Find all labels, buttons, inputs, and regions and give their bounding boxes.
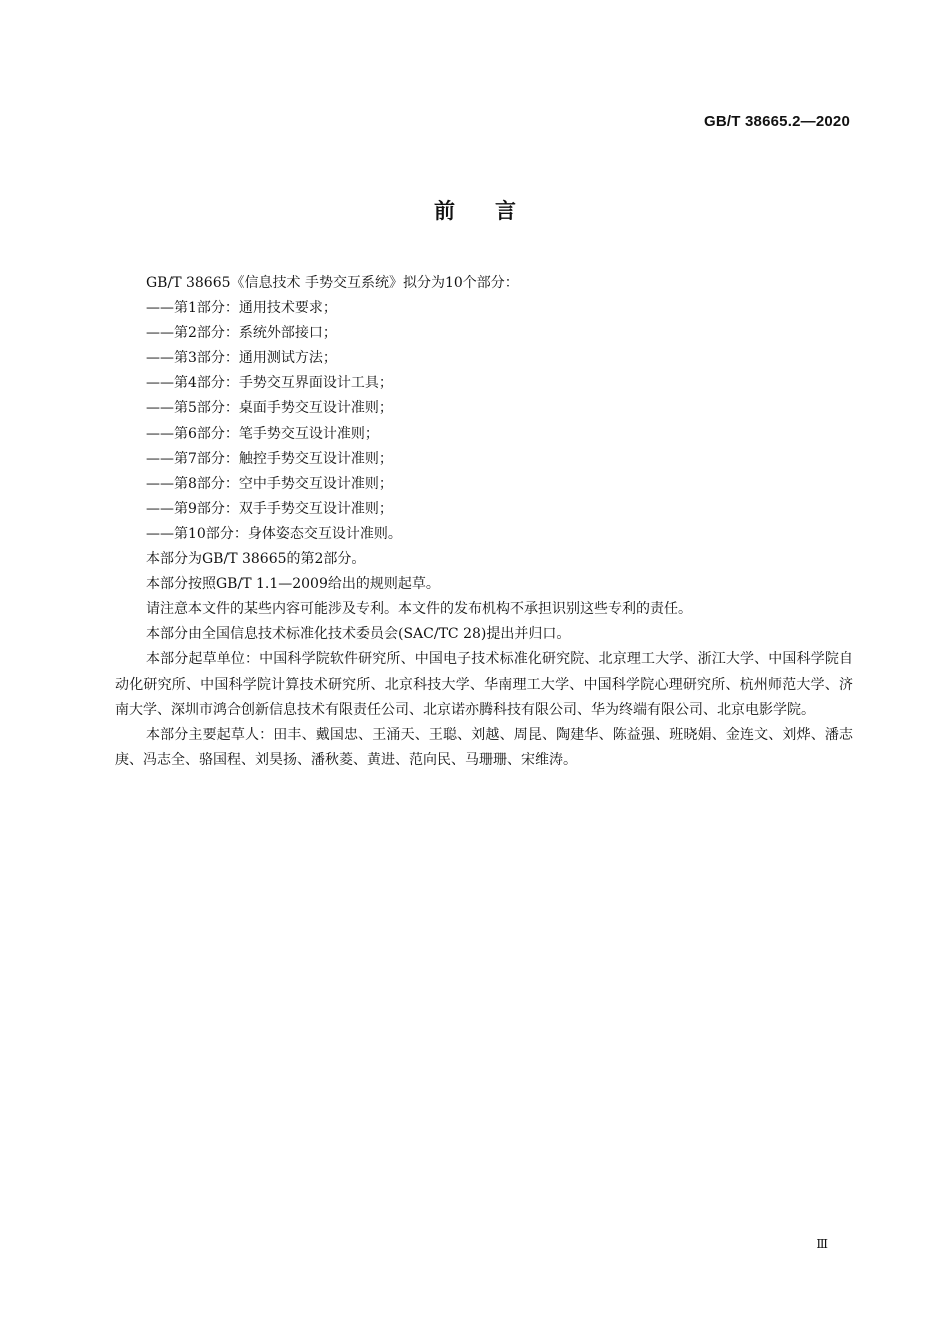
list-item: ——第5部分：桌面手势交互设计准则； <box>146 400 393 417</box>
drafting-rules-paragraph: 本部分按照GB/T 1.1—2009给出的规则起草。 <box>146 576 440 593</box>
list-item: ——第6部分：笔手势交互设计准则； <box>146 425 379 442</box>
part-number-paragraph: 本部分为GB/T 38665的第2部分。 <box>146 551 366 568</box>
committee-paragraph: 本部分由全国信息技术标准化技术委员会(SAC/TC 28)提出并归口。 <box>146 626 571 643</box>
page-title: 前言 <box>434 199 556 223</box>
list-item: ——第1部分：通用技术要求； <box>146 300 337 317</box>
list-item: ——第9部分：双手手势交互设计准则； <box>146 500 393 517</box>
intro-paragraph: GB/T 38665《信息技术 手势交互系统》拟分为10个部分： <box>146 275 519 291</box>
list-item: ——第4部分：手势交互界面设计工具； <box>146 375 393 392</box>
drafters-paragraph: 本部分主要起草人：田丰、戴国忠、王涌天、王聪、刘越、周昆、陶建华、陈益强、班晓娟、金连文、刘烨、潘志庚、冯志全、骆国程、刘昊扬、潘秋菱、黄进、范向民、马珊珊、宋维涛。 <box>115 726 853 768</box>
list-item: ——第8部分：空中手势交互设计准则； <box>146 475 393 492</box>
list-item: ——第10部分：身体姿态交互设计准则。 <box>146 525 402 542</box>
preface-body <box>115 271 853 773</box>
list-item: ——第3部分：通用测试方法； <box>146 350 337 367</box>
list-item: ——第2部分：系统外部接口； <box>146 325 337 342</box>
list-item: ——第7部分：触控手势交互设计准则； <box>146 450 393 467</box>
standard-code: GB/T 38665.2—2020 <box>704 113 850 130</box>
patent-notice-paragraph: 请注意本文件的某些内容可能涉及专利。本文件的发布机构不承担识别这些专利的责任。 <box>146 601 692 618</box>
parts-list <box>115 296 853 547</box>
page-number: Ⅲ <box>816 1237 828 1251</box>
drafting-units-paragraph: 本部分起草单位：中国科学院软件研究所、中国电子技术标准化研究院、北京理工大学、浙江大学、中国科学院自动化研究所、中国科学院计算技术研究所、北京科技大学、华南理工大学、中国科学院心理研究所、杭州师范大学、济南大学、深圳市鸿合创新信息技术有限责任公司、北京诺亦腾科技有限公司、华为终端有限公司、北京电影学院。 <box>115 651 853 718</box>
